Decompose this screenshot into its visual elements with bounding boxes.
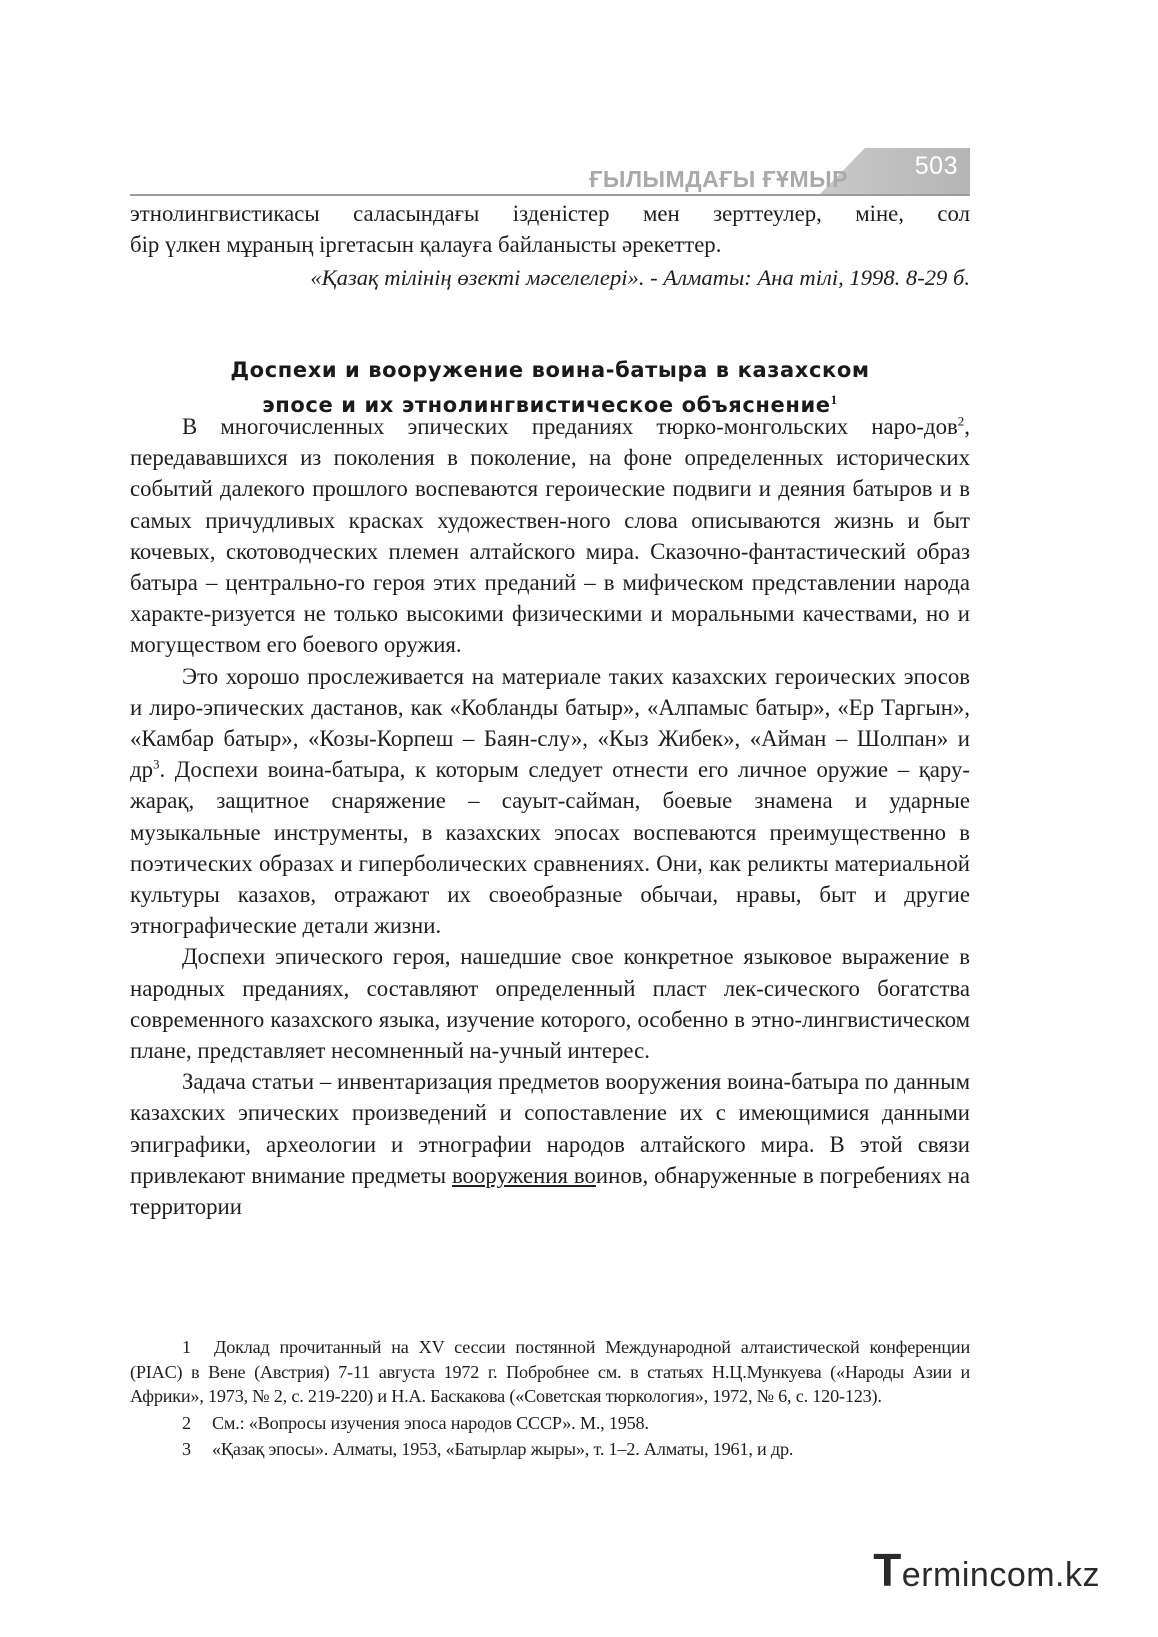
footnote-number: 1 xyxy=(182,1337,191,1357)
text-line: бір үлкен мұраның іргетасын қалауға байланысты әрекеттер. xyxy=(130,232,722,258)
footnote-text: Доклад прочитанный на XV сессии постянной Международной алтаистической конференции (PIAC) в Вене (Австрия) 7-11 августа 1972 г. Побробнее см. в статьях Н.Ц.Мункуева («Народы Азии и Африки», 1973, № 2, с. 219-220) и Н.А. Баскакова («Советская тюркология», 1972, № 6, с. 120-123). xyxy=(130,1337,970,1407)
footnote-ref: 1 xyxy=(830,392,838,407)
underlined-text: вооружения во xyxy=(451,1162,596,1188)
paragraph: Доспехи эпического героя, нашедшие свое конкретное языковое выражение в народных преданиях, составляют определенный пласт лек-сического богатства современного казахского языка, изучение которого, особенно в этно-лингвистическом плане, представляет несомненный на-учный интерес. xyxy=(130,944,970,1064)
footnote-ref: 2 xyxy=(957,413,965,429)
header-rule xyxy=(130,194,970,196)
running-header-title: ҒЫЛЫМДАҒЫ ҒҰМЫР xyxy=(589,166,848,192)
paragraph: В многочисленных эпических преданиях тюрко-монгольских наро-дов$^2$, передававшихся из поколения в поколение, на фоне определенных исторических событий далекого прошлого воспеваются героические подвиги и деяния батыров и в самых причудливых красках художествен-ного слова описываются жизнь и быт кочевых, скотоводческих племен алтайского мира. Сказочно-фантастический образ батыра – центрально-го героя этих преданий – в мифическом представлении народа характе-ризуется не только высокими физическими и моральными качествами, но и могуществом его боевого оружия. xyxy=(130,413,970,658)
previous-article-ending xyxy=(130,198,970,260)
footnote-number: 2 xyxy=(182,1412,191,1433)
watermark-initial: T xyxy=(873,1544,902,1596)
footnote-text: См.: «Вопросы изучения эпоса народов СССР». М., 1958. xyxy=(212,1412,649,1433)
article-body xyxy=(130,411,970,1222)
footnote-ref: 3 xyxy=(153,756,160,772)
source-citation: «Қазақ тілінің өзекті мәселелері». - Алматы: Ана тілі, 1998. 8-29 б. xyxy=(310,265,970,290)
footnote xyxy=(130,1411,970,1436)
footnote xyxy=(130,1437,970,1462)
footnotes xyxy=(130,1335,970,1464)
text-line: этнолингвистикасы саласындағы ізденістер мен зерттеулер, міне, сол xyxy=(130,201,970,226)
watermark-text: ermincom.kz xyxy=(901,1556,1100,1594)
page-number: 503 xyxy=(914,152,958,180)
footnote xyxy=(130,1335,970,1409)
paragraph: Задача статьи – инвентаризация предметов вооружения воина-батыра по данным казахских эпических произведений и сопоставление их с имеющимися данными эпиграфики, археологии и этнографии народов алтайского мира. В этой связи привлекают внимание предметы вооружения воинов, обнаруженные в погребениях на территории xyxy=(130,1069,970,1220)
paragraph: Это хорошо прослеживается на материале таких казахских героических эпосов и лиро-эпических дастанов, как «Кобланды батыр», «Алпамыс батыр», «Ер Таргын», «Камбар батыр», «Козы-Корпеш – Баян-слу», «Кыз Жибек», «Айман – Шолпан» и $др^3$. Доспехи воина-батыра, к которым следует отнести его личное оружие – қару-жарақ, защитное снаряжение – сауыт-сайман, боевые знамена и ударные музыкальные инструменты, в казахских эпосах воспеваются преимущественно в поэтических образах и гиперболических сравнениях. Они, как реликты материальной культуры казахов, отражают их своеобразные обычаи, нравы, быт и другие этнографические детали жизни. xyxy=(130,663,970,939)
site-watermark xyxy=(873,1543,1100,1597)
footnote-text: «Қазақ эпосы». Алматы, 1953, «Батырлар жыры», т. 1–2. Алматы, 1961, и др. xyxy=(212,1439,794,1460)
footnote-number: 3 xyxy=(182,1439,191,1460)
article-title-line: Доспехи и вооружение воина-батыра в казахском xyxy=(230,358,870,382)
article-title-line: эпосе и их этнолингвистическое объяснение$^1$ xyxy=(262,392,838,417)
running-header xyxy=(130,148,970,196)
